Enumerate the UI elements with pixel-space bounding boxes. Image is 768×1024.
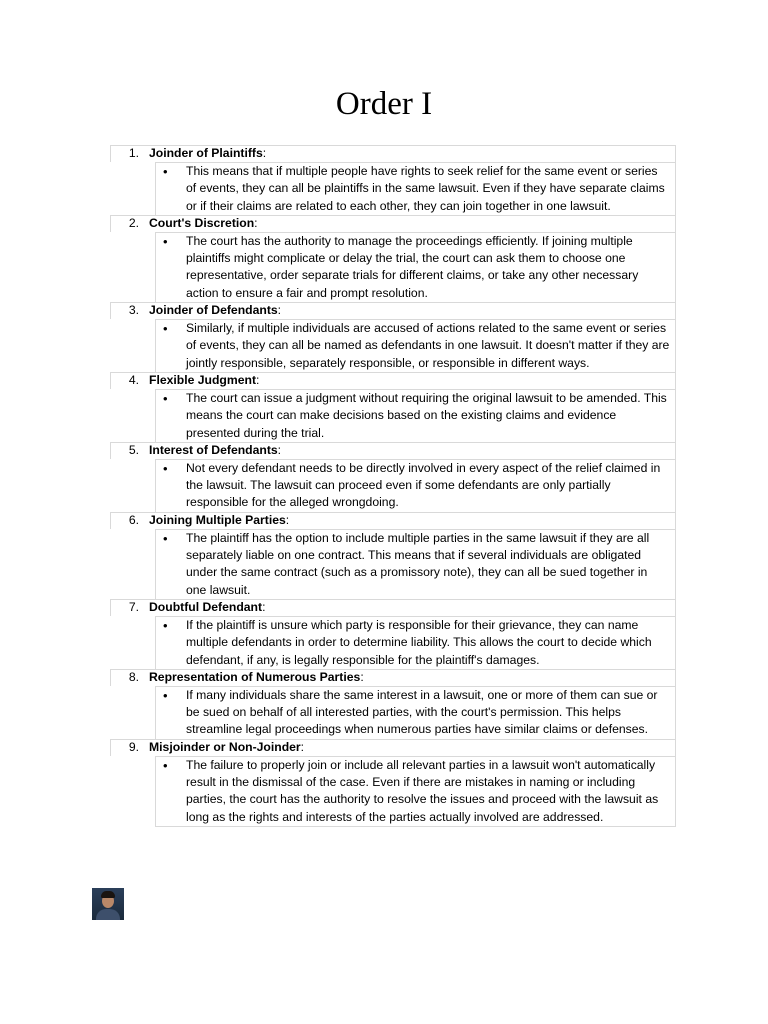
item-heading-label: Representation of Numerous Parties bbox=[149, 670, 361, 685]
item-number: 5. bbox=[128, 443, 139, 458]
item-number: 2. bbox=[128, 216, 139, 231]
item-body bbox=[155, 319, 676, 372]
item-heading-row bbox=[110, 302, 676, 319]
document-title: Order I bbox=[335, 86, 433, 122]
item-heading-label: Court's Discretion bbox=[149, 216, 255, 231]
item-heading-colon: : bbox=[277, 443, 282, 458]
list-item-9 bbox=[110, 739, 676, 827]
item-heading bbox=[149, 599, 265, 616]
bullet-icon: • bbox=[163, 321, 168, 337]
item-body bbox=[155, 529, 676, 599]
list-item-7 bbox=[110, 599, 676, 669]
item-heading-row bbox=[110, 739, 676, 756]
item-heading-label: Joinder of Plaintiffs bbox=[149, 146, 263, 161]
avatar-shirt bbox=[96, 909, 120, 920]
item-text: The court has the authority to manage the proceedings efficiently. If joining multiple plaintiffs might complicate or delay the trial, the court can ask them to choose one representative, order separate trials for different claims, or take any other necessary action to ensure a fair and prompt resolution. bbox=[186, 233, 639, 300]
item-heading-colon: : bbox=[277, 303, 282, 318]
item-number: 1. bbox=[128, 146, 139, 161]
item-body bbox=[155, 162, 676, 215]
avatar-hair bbox=[101, 891, 115, 898]
bullet-icon: • bbox=[163, 530, 168, 546]
author-avatar bbox=[92, 888, 124, 920]
item-text: Similarly, if multiple individuals are accused of actions related to the same event or series of events, they can all be named as defendants in one lawsuit. It doesn't matter if they are jointly responsible, separately responsible, or responsible in different ways. bbox=[186, 321, 670, 370]
item-heading-label: Interest of Defendants bbox=[149, 443, 278, 458]
item-heading-colon: : bbox=[256, 373, 260, 388]
item-heading bbox=[149, 302, 281, 319]
item-text: If the plaintiff is unsure which party is responsible for their grievance, they can name multiple defendants in order to determine liability. This allows the court to decide which defendant, if any, is legally responsible for the plaintiff's damages. bbox=[186, 617, 652, 667]
bullet-icon: • bbox=[163, 164, 168, 179]
item-heading-row bbox=[110, 512, 676, 529]
item-heading-colon: : bbox=[285, 513, 290, 528]
item-heading-row bbox=[110, 669, 676, 686]
item-heading-colon: : bbox=[300, 740, 305, 755]
bullet-icon: • bbox=[163, 390, 168, 406]
list-item-1 bbox=[110, 145, 676, 215]
item-heading-colon: : bbox=[254, 216, 258, 231]
item-text: This means that if multiple people have rights to seek relief for the same event or series of events, they can all be plaintiffs in the same lawsuit. Even if they have separate claims or if their claims are related to each other, they can join together in one lawsuit. bbox=[186, 164, 665, 213]
list-item-4 bbox=[110, 372, 676, 442]
list-item-2 bbox=[110, 215, 676, 302]
item-heading-label: Doubtful Defendant bbox=[149, 600, 263, 615]
item-heading-colon: : bbox=[262, 600, 266, 615]
item-body bbox=[155, 756, 676, 827]
item-body bbox=[155, 616, 676, 669]
item-text: The plaintiff has the option to include multiple parties in the same lawsuit if they are all separately liable on one contract. This means that if several individuals are obligated under the same contract (such as a promissory note), they can all be sued together in one lawsuit. bbox=[186, 530, 650, 597]
bullet-icon: • bbox=[163, 757, 168, 773]
item-number: 9. bbox=[128, 740, 139, 755]
order-list bbox=[110, 145, 676, 827]
item-heading bbox=[149, 512, 289, 529]
item-heading bbox=[149, 739, 304, 756]
item-heading-row bbox=[110, 372, 676, 389]
bullet-icon: • bbox=[163, 460, 168, 476]
item-number: 7. bbox=[128, 600, 139, 615]
list-item-8 bbox=[110, 669, 676, 739]
item-body bbox=[155, 389, 676, 442]
item-body bbox=[155, 686, 676, 739]
item-number: 6. bbox=[128, 513, 139, 528]
item-body bbox=[155, 232, 676, 302]
item-heading-colon: : bbox=[360, 670, 364, 685]
item-heading-colon: : bbox=[262, 146, 267, 161]
item-text: Not every defendant needs to be directly involved in every aspect of the relief claimed in the lawsuit. The lawsuit can proceed even if some defendants are only partially responsible for the alleged wrongdoing. bbox=[186, 460, 661, 510]
item-heading-row bbox=[110, 145, 676, 162]
item-heading-label: Misjoinder or Non-Joinder bbox=[149, 740, 301, 755]
item-heading-row bbox=[110, 442, 676, 459]
list-item-3 bbox=[110, 302, 676, 372]
bullet-icon: • bbox=[163, 617, 168, 633]
item-heading bbox=[149, 442, 281, 459]
item-heading-label: Joinder of Defendants bbox=[149, 303, 278, 318]
item-text: If many individuals share the same interest in a lawsuit, one or more of them can sue or be sued on behalf of all interested parties, with the court's permission. This helps streamline legal proceedings when numerous parties have similar claims or defenses. bbox=[186, 687, 658, 737]
item-heading bbox=[149, 372, 259, 389]
item-heading bbox=[149, 669, 364, 686]
list-item-6 bbox=[110, 512, 676, 599]
item-heading-row bbox=[110, 599, 676, 616]
bullet-icon: • bbox=[163, 687, 168, 703]
list-item-5 bbox=[110, 442, 676, 512]
item-number: 8. bbox=[128, 670, 139, 685]
bullet-icon: • bbox=[163, 233, 168, 249]
item-number: 3. bbox=[128, 303, 139, 318]
item-body bbox=[155, 459, 676, 512]
item-heading-label: Flexible Judgment bbox=[149, 373, 256, 388]
item-text: The court can issue a judgment without requiring the original lawsuit to be amended. This means the court can make decisions based on the existing claims and evidence presented during the trial. bbox=[186, 390, 667, 440]
item-text: The failure to properly join or include all relevant parties in a lawsuit won't automatically result in the dismissal of the case. Even if there are mistakes in naming or including parties, the court has the authority to resolve the issues and proceed with the lawsuit as long as the rights and interests of the parties actually involved are addressed. bbox=[186, 757, 659, 824]
item-heading bbox=[149, 145, 266, 162]
item-number: 4. bbox=[128, 373, 139, 388]
item-heading-row bbox=[110, 215, 676, 232]
item-heading-label: Joining Multiple Parties bbox=[149, 513, 286, 528]
item-heading bbox=[149, 215, 258, 232]
